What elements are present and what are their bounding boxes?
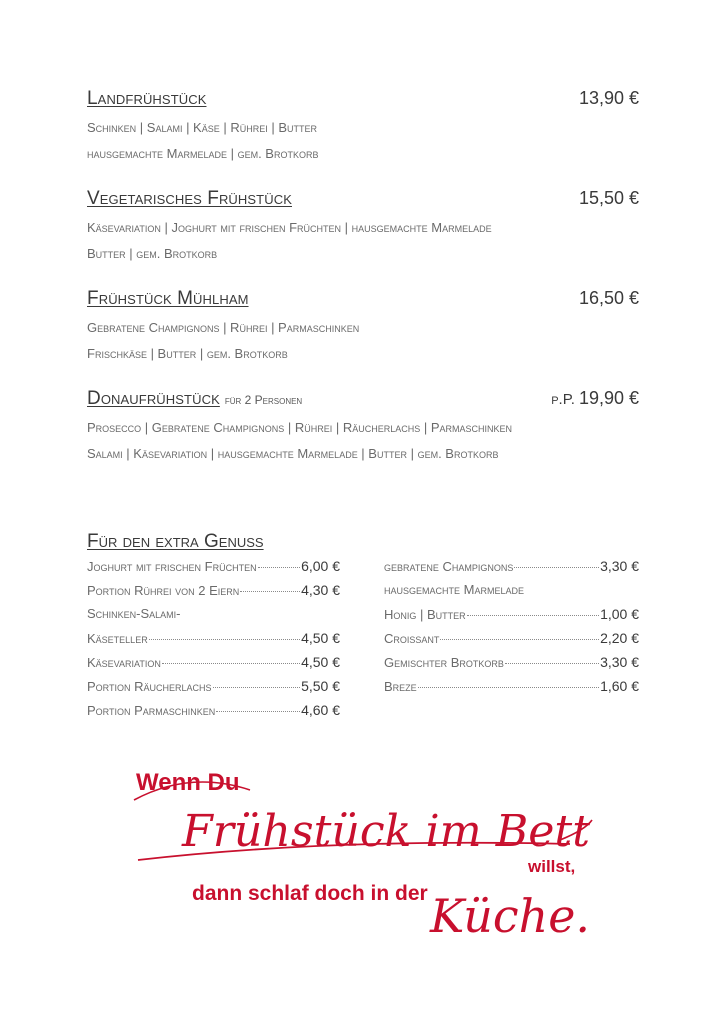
- extras-price: 4,60 €: [301, 702, 340, 718]
- leader-dots: [258, 567, 300, 568]
- extras-label: Schinken-Salami-: [87, 606, 181, 621]
- slogan-line-4: dann schlaf doch in der: [192, 882, 428, 905]
- extras-label: gebratene Champignons: [384, 559, 514, 574]
- extras-label: Gemischter Brotkorb: [384, 655, 504, 670]
- extras-row: [384, 606, 639, 630]
- extras-label: Croissant: [384, 631, 440, 646]
- extras-price: 4,50 €: [301, 654, 340, 670]
- extras-row: [87, 582, 340, 606]
- item-description-line: Butter | gem. Brotkorb: [87, 246, 218, 261]
- leader-dots: [162, 663, 300, 664]
- extras-row: [87, 558, 340, 582]
- item-description-line: Schinken | Salami | Käse | Rührei | Butter: [87, 120, 317, 135]
- extras-price: 5,50 €: [301, 678, 340, 694]
- extras-label: Joghurt mit frischen Früchten: [87, 559, 257, 574]
- leader-dots: [213, 687, 301, 688]
- extras-label: Käsevariation: [87, 655, 161, 670]
- slogan-svg: [130, 760, 600, 950]
- slogan-line-3: willst,: [528, 857, 576, 876]
- extras-price: 1,00 €: [600, 606, 639, 622]
- item-title: Vegetarisches Frühstück: [87, 188, 292, 209]
- extras-row: [87, 702, 340, 726]
- extras-price: 3,30 €: [600, 654, 639, 670]
- extras-label: Portion Räucherlachs: [87, 679, 212, 694]
- leader-dots: [440, 639, 599, 640]
- extras-label: Breze: [384, 679, 417, 694]
- leader-dots: [505, 663, 599, 664]
- leader-dots: [216, 711, 300, 712]
- slogan-line-1: Wenn Du: [136, 769, 240, 796]
- slogan-graphic: [130, 760, 600, 950]
- leader-dots: [418, 687, 599, 688]
- extras-row: [384, 654, 639, 678]
- slogan-line-2: Frühstück im Bett: [180, 806, 591, 857]
- extras-left-column: [87, 558, 340, 726]
- menu-item-landfruehstueck: [87, 88, 639, 166]
- leader-dots: [467, 615, 599, 616]
- item-price: 13,90 €: [578, 88, 639, 108]
- item-title: Frühstück Mühlham: [87, 288, 249, 309]
- item-description-line: Salami | Käsevariation | hausgemachte Marmelade | Butter | gem. Brotkorb: [87, 446, 499, 461]
- extras-row: [384, 630, 639, 654]
- item-price: 19,90 €: [578, 388, 639, 408]
- extras-price: 2,20 €: [600, 630, 639, 646]
- extras-row: [384, 678, 639, 702]
- item-title-note: für 2 Personen: [224, 393, 303, 407]
- slogan-line-5: Küche.: [429, 889, 590, 943]
- menu-item-donaufruehstueck: [87, 388, 639, 466]
- leader-dots: [514, 567, 599, 568]
- extras-label: Honig | Butter: [384, 607, 466, 622]
- item-description-line: Frischkäse | Butter | gem. Brotkorb: [87, 346, 288, 361]
- menu-item-vegetarisches-fruehstueck: [87, 188, 639, 266]
- extras-title: Für den extra Genuss: [87, 531, 264, 552]
- extras-row: [384, 582, 639, 606]
- item-price: 15,50 €: [578, 188, 639, 208]
- item-price-prefix: p.P.: [551, 391, 575, 408]
- extras-row: [87, 654, 340, 678]
- extras-row: [384, 558, 639, 582]
- leader-dots: [240, 591, 300, 592]
- extras-label: hausgemachte Marmelade: [384, 582, 524, 597]
- extras-price: 1,60 €: [600, 678, 639, 694]
- extras-price: 4,50 €: [301, 630, 340, 646]
- extras-label: Portion Rührei von 2 Eiern: [87, 583, 240, 598]
- extras-row: [87, 678, 340, 702]
- extras-right-column: [384, 558, 639, 702]
- item-title: Landfrühstück: [87, 88, 207, 109]
- extras-row: [87, 606, 340, 630]
- extras-price: 6,00 €: [301, 558, 340, 574]
- extras-price: 4,30 €: [301, 582, 340, 598]
- extras-price: 3,30 €: [600, 558, 639, 574]
- item-description-line: Käsevariation | Joghurt mit frischen Früchten | hausgemachte Marmelade: [87, 220, 492, 235]
- extras-label: Käseteller: [87, 631, 148, 646]
- item-description-line: Prosecco | Gebratene Champignons | Rührei | Räucherlachs | Parmaschinken: [87, 420, 513, 435]
- extras-label: Portion Parmaschinken: [87, 703, 216, 718]
- item-title: Donaufrühstück: [87, 388, 220, 409]
- item-description-line: hausgemachte Marmelade | gem. Brotkorb: [87, 146, 319, 161]
- menu-item-fruehstueck-muehlham: [87, 288, 639, 366]
- leader-dots: [149, 639, 300, 640]
- item-price: 16,50 €: [578, 288, 639, 308]
- item-description-line: Gebratene Champignons | Rührei | Parmaschinken: [87, 320, 360, 335]
- extras-row: [87, 630, 340, 654]
